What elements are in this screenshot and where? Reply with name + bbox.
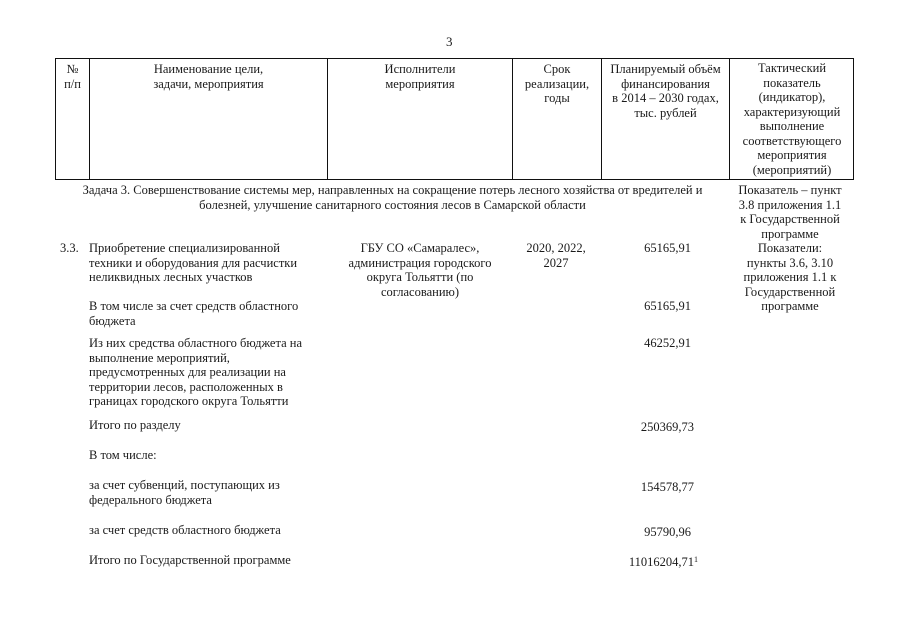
- total-footnote-mark: 1: [694, 555, 698, 564]
- total-amount-value: 11016204,71: [628, 555, 694, 569]
- header-indicator: Тактический показатель (индикатор), характеризующий выполнение соответствующего мероприятия (мероприятий): [742, 61, 842, 177]
- task-3-indicator: Показатель – пункт 3.8 приложения 1.1 к Государственной программе: [738, 183, 842, 241]
- total-amount: [580, 553, 698, 570]
- row-label: Итого по разделу: [89, 418, 181, 432]
- item-executors: ГБУ СО «Самаралес», администрация городского округа Тольятти (по согласованию): [348, 241, 492, 299]
- row-amount: 154578,77: [640, 480, 694, 494]
- row-amount: 46252,91: [644, 336, 691, 350]
- header-name: Наименование цели, задачи, мероприятия: [153, 62, 264, 91]
- header-funding: Планируемый объём финансирования в 2014 – 2030 годах, тыс. рублей: [610, 62, 721, 120]
- row-label: Из них средства областного бюджета на выполнение мероприятий, предусмотренных для реализации на территории лесов, расположенных в границах городского округа Тольятти: [89, 336, 303, 408]
- header-executors: Исполнители мероприятия: [384, 62, 456, 91]
- row-amount: 65165,91: [644, 299, 691, 313]
- page-number: 3: [446, 34, 453, 49]
- header-term: Срок реализации, годы: [524, 62, 590, 105]
- item-indicator: Показатели: пункты 3.6, 3.10 приложения 1.1 к Государственной программе: [743, 241, 837, 313]
- row-label: за счет субвенций, поступающих из федерального бюджета: [89, 478, 280, 507]
- item-number: 3.3.: [60, 241, 79, 255]
- row-label: В том числе:: [89, 448, 157, 462]
- item-term: 2020, 2022, 2027: [526, 241, 586, 270]
- row-label: за счет средств областного бюджета: [89, 523, 281, 537]
- item-amount: 65165,91: [644, 241, 691, 255]
- table-header: [55, 58, 854, 180]
- row-amount: 95790,96: [644, 525, 691, 539]
- header-num: № п/п: [64, 62, 81, 91]
- row-amount: 250369,73: [640, 420, 694, 434]
- row-label: В том числе за счет средств областного бюджета: [89, 299, 299, 328]
- total-label: Итого по Государственной программе: [89, 553, 291, 567]
- item-name: Приобретение специализированной техники и оборудования для расчистки неликвидных лесных участков: [89, 241, 298, 284]
- task-3-text: Задача 3. Совершенствование системы мер, направленных на сокращение потерь лесного хозяйства от вредителей и болезней, улучшение санитарного состояния лесов в Самарской области: [82, 183, 703, 212]
